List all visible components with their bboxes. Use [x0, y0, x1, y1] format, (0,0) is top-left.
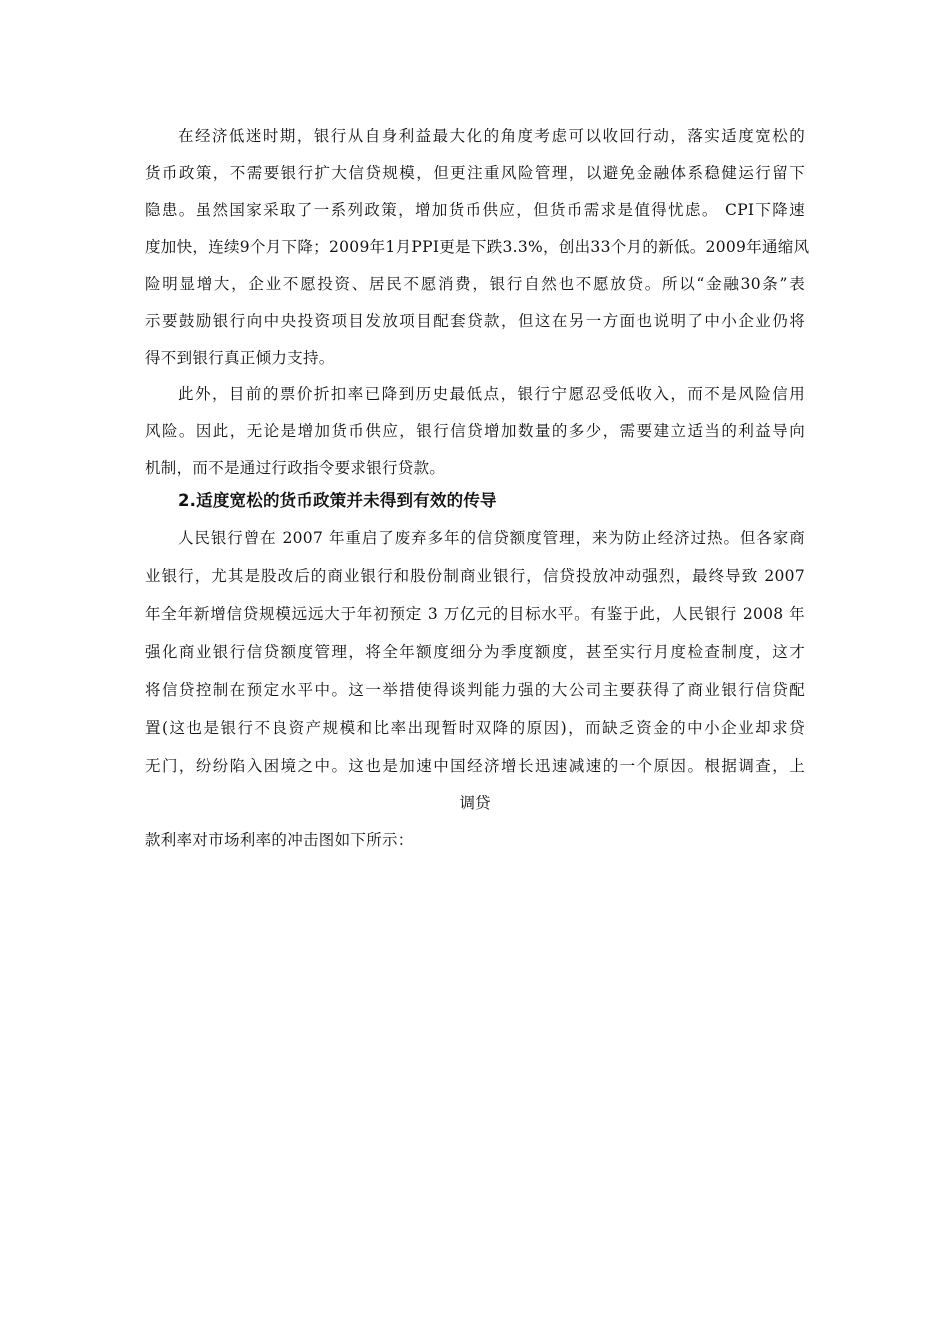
paragraph-3-line-1: 人民银行曾在 2007 年重启了废弃多年的信贷额度管理，来为防止经济过热。但各家商: [178, 529, 805, 547]
paragraph-1-line-5: 险明显增大，企业不愿投资、居民不愿消费，银行自然也不愿放贷。所以“金融30条”表: [145, 275, 805, 293]
paragraph-1-line-7: 得不到银行真正倾力支持。: [145, 349, 335, 367]
paragraph-3-line-4: 强化商业银行信贷额度管理，将全年额度细分为季度额度，甚至实行月度检查制度，这才: [145, 643, 805, 661]
paragraph-1-line-6: 示要鼓励银行向中央投资项目发放项目配套贷款，但这在另一方面也说明了中小企业仍将: [145, 312, 805, 330]
paragraph-2-line-2: 风险。因此，无论是增加货币供应，银行信贷增加数量的多少，需要建立适当的利益导向: [145, 422, 805, 440]
paragraph-1-line-4: 度加快，连续9个月下降；2009年1月PPI更是下跌3.3%，创出33个月的新低。2009年通缩风: [145, 238, 810, 256]
paragraph-3-line-7: 无门，纷纷陷入困境之中。这也是加速中国经济增长迅速减速的一个原因。根据调查，上: [145, 757, 805, 775]
paragraph-1-line-2: 货币政策，不需要银行扩大信贷规模，但更注重风险管理，以避免金融体系稳健运行留下: [145, 164, 805, 182]
paragraph-2-line-1: 此外，目前的票价折扣率已降到历史最低点，银行宁愿忍受低收入，而不是风险信用: [178, 385, 805, 403]
centered-text-fragment: 调贷: [459, 794, 491, 812]
paragraph-1-line-1: 在经济低迷时期，银行从自身利益最大化的角度考虑可以收回行动，落实适度宽松的: [178, 127, 805, 145]
paragraph-3-line-5: 将信贷控制在预定水平中。这一举措使得谈判能力强的大公司主要获得了商业银行信贷配: [145, 681, 805, 699]
paragraph-1-line-3: 隐患。虽然国家采取了一系列政策，增加货币供应，但货币需求是值得忧虑。 CPI下降速: [145, 201, 805, 219]
closing-line: 款利率对市场利率的冲击图如下所示：: [145, 831, 414, 849]
paragraph-3-line-2: 业银行，尤其是股改后的商业银行和股份制商业银行，信贷投放冲动强烈，最终导致 2007: [145, 567, 805, 585]
paragraph-2-line-3: 机制，而不是通过行政指令要求银行贷款。: [145, 459, 446, 477]
paragraph-3-line-3: 年全年新增信贷规模远远大于年初预定 3 万亿元的目标水平。有鉴于此，人民银行 2008 年: [145, 605, 805, 623]
paragraph-3-line-6: 置(这也是银行不良资产规模和比率出现暂时双降的原因)，而缺乏资金的中小企业却求贷: [145, 719, 805, 737]
section-heading: 2.适度宽松的货币政策并未得到有效的传导: [178, 491, 497, 510]
